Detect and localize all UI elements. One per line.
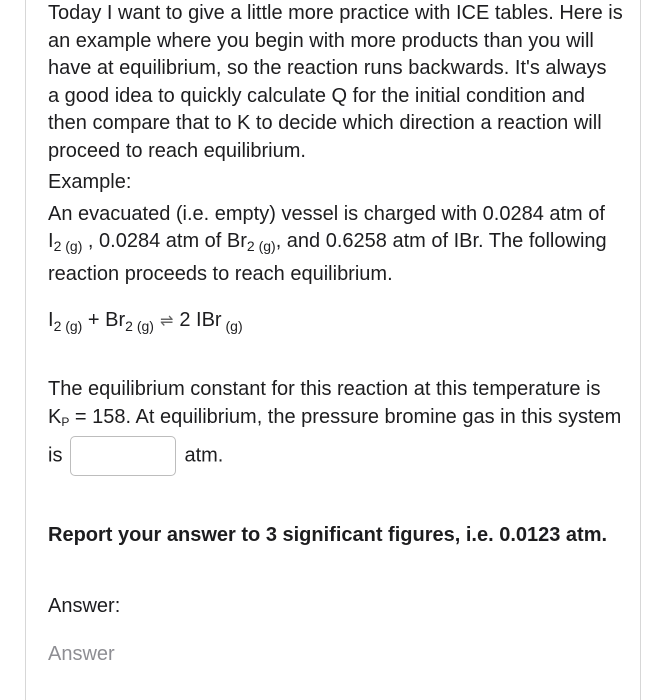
product-formula: 2 IBr	[179, 309, 222, 331]
problem-text-1: An evacuated (i.e. empty) vessel is charged with 0.0284 atm of I	[48, 202, 605, 252]
answer-label: Answer:	[48, 595, 121, 617]
iodine-subscript: 2 (g)	[53, 318, 83, 334]
constant-text-1: The equilibrium constant for this reaction at this temperature is K	[48, 378, 601, 428]
subscript-gas: (g)	[61, 238, 83, 254]
subscript-2: 2	[246, 238, 255, 254]
reaction-equation	[48, 306, 623, 340]
problem-text-3: , and 0.6258 atm of IBr. The following reaction proceeds to reach equilibrium.	[48, 230, 607, 285]
constant-paragraph	[48, 376, 623, 476]
example-label: Example:	[48, 171, 132, 193]
problem-text-2: , 0.0284 atm of Br	[82, 230, 247, 252]
question-content	[48, 0, 623, 668]
intro-paragraph: Today I want to give a little more practice with ICE tables. Here is an example where you begin with more products than you will have at equilibrium, so the reaction runs backwards. It's always a good idea to quickly calculate Q for the initial condition and then compare that to K to decide which direction a reaction will proceed to reach equilibrium.	[48, 2, 623, 162]
subscript-2: 2	[53, 238, 62, 254]
constant-text-2: = 158. At equilibrium, the pressure bromine gas in this system is	[48, 405, 622, 467]
plus-bromine: + Br	[82, 309, 126, 331]
inline-answer-box[interactable]	[70, 436, 176, 476]
answer-input[interactable]	[48, 643, 448, 666]
iodine-formula: I	[48, 309, 54, 331]
unit-label: atm.	[184, 444, 224, 467]
bromine-subscript: 2 (g)	[125, 318, 154, 334]
equilibrium-arrow-icon: ⇌	[159, 313, 174, 330]
problem-statement	[48, 201, 623, 289]
report-instruction: Report your answer to 3 significant figures, i.e. 0.0123 atm.	[48, 524, 608, 546]
subscript-gas: (g)	[254, 238, 276, 254]
product-subscript: (g)	[221, 318, 243, 334]
kp-subscript: P	[61, 414, 70, 429]
